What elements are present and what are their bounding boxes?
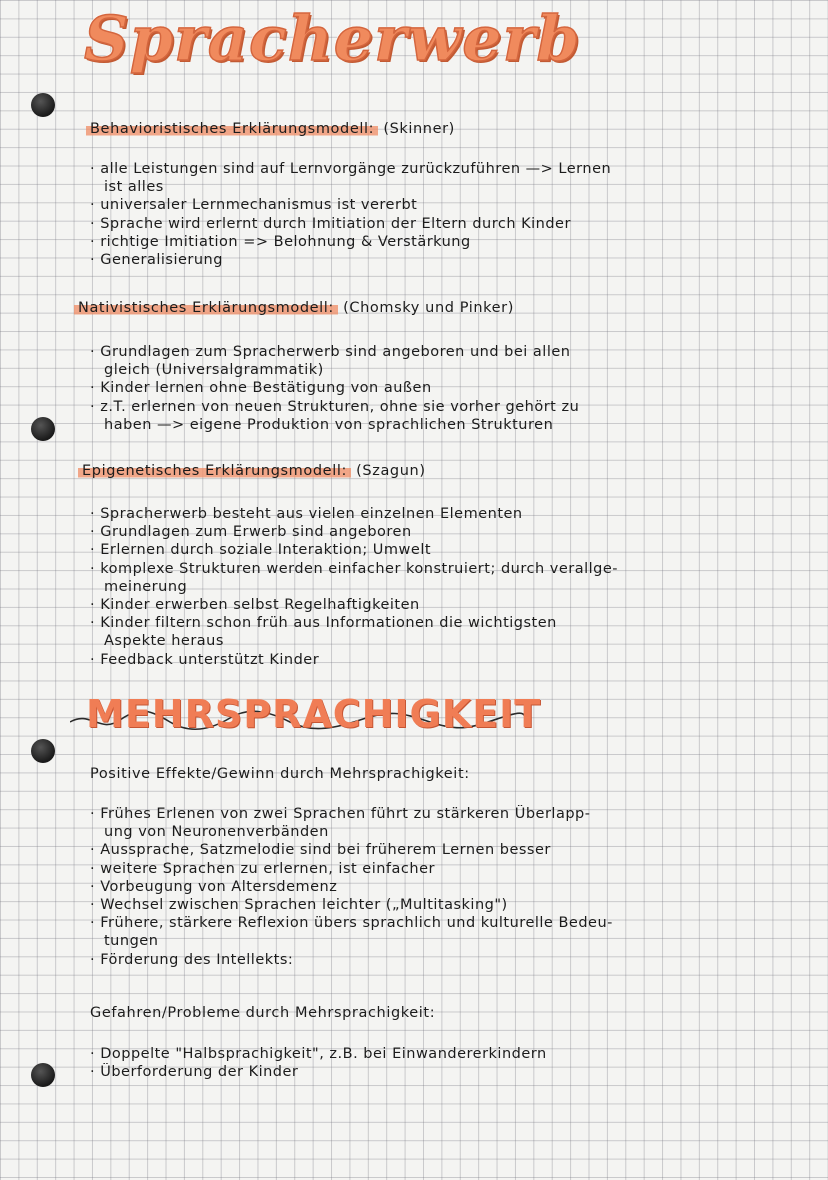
note-line: · Generalisierung: [90, 251, 223, 268]
binder-hole: [31, 1063, 55, 1087]
heading-author: (Chomsky und Pinker): [343, 300, 515, 316]
binder-hole: [31, 739, 55, 763]
positive-effects-list: [90, 805, 815, 969]
note-line: · Kinder filtern schon früh aus Informationen die wichtigsten: [90, 615, 557, 632]
note-line: · Kinder lernen ohne Bestätigung von außen: [90, 380, 432, 397]
note-line: · Wechsel zwischen Sprachen leichter („Multitasking"): [90, 896, 508, 913]
note-line: · Grundlagen zum Spracherwerb sind angeboren und bei allen: [90, 344, 571, 360]
note-line: · Sprache wird erlernt durch Imitiation der Eltern durch Kinder: [90, 215, 571, 232]
note-line: · Feedback unterstützt Kinder: [90, 651, 320, 668]
note-line: · Überforderung der Kinder: [90, 1064, 299, 1081]
heading-highlight: Behavioristisches Erklärungsmodell:: [86, 121, 378, 137]
note-line: Aspekte heraus: [104, 633, 224, 650]
binder-hole: [31, 93, 55, 117]
section-body-epigenetic: [90, 505, 815, 669]
heading-highlight: Epigenetisches Erklärungsmodell:: [78, 463, 351, 479]
note-line: · Doppelte "Halbsprachigkeit", z.B. bei Einwandererkindern: [90, 1046, 547, 1062]
note-line: ist alles: [104, 179, 164, 196]
section-body-nativist: [90, 343, 815, 434]
note-line: gleich (Universalgrammatik): [104, 362, 324, 379]
section-heading-nativist: [74, 300, 514, 316]
note-line: · komplexe Strukturen werden einfacher konstruiert; durch verallge-: [90, 560, 619, 577]
note-line: · alle Leistungen sind auf Lernvorgänge zurückzuführen —> Lernen: [90, 161, 612, 177]
note-line: · universaler Lernmechanismus ist vererbt: [90, 197, 418, 214]
note-line: haben —> eigene Produktion von sprachlichen Strukturen: [104, 416, 554, 433]
note-line: tungen: [104, 933, 159, 950]
note-line: · z.T. erlernen von neuen Strukturen, ohne sie vorher gehört zu: [90, 398, 580, 415]
problems-list: [90, 1045, 815, 1081]
note-line: · Förderung des Intellekts:: [90, 951, 294, 968]
note-line: · Frühere, stärkere Reflexion übers sprachlich und kulturelle Bedeu-: [90, 915, 613, 932]
section-heading-mehrsprachigkeit: MEHRSPRACHIGKEIT: [86, 692, 542, 736]
binder-hole: [31, 417, 55, 441]
heading-highlight: Nativistisches Erklärungsmodell:: [74, 300, 338, 316]
note-line: · Frühes Erlenen von zwei Sprachen führt zu stärkeren Überlapp-: [90, 806, 591, 822]
heading-author: (Szagun): [356, 463, 426, 479]
section-heading-epigenetic: [78, 463, 426, 479]
note-line: · Kinder erwerben selbst Regelhaftigkeiten: [90, 596, 420, 613]
note-line: · Erlernen durch soziale Interaktion; Umwelt: [90, 542, 432, 559]
note-line: · Aussprache, Satzmelodie sind bei früherem Lernen besser: [90, 842, 551, 859]
heading-author: (Skinner): [383, 121, 455, 137]
note-line: · Vorbeugung von Altersdemenz: [90, 878, 338, 895]
note-line: meinerung: [104, 578, 188, 595]
page-title: Spracherwerb: [84, 2, 581, 75]
note-line: · Grundlagen zum Erwerb sind angeboren: [90, 524, 412, 541]
note-line: · Spracherwerb besteht aus vielen einzelnen Elementen: [90, 506, 523, 522]
note-line: ung von Neuronenverbänden: [104, 824, 329, 841]
section-body-behaviorist: [90, 160, 815, 269]
positive-effects-heading: Positive Effekte/Gewinn durch Mehrsprachigkeit:: [90, 766, 470, 782]
note-line: · weitere Sprachen zu erlernen, ist einfacher: [90, 860, 435, 877]
note-line: · richtige Imitiation => Belohnung & Verstärkung: [90, 233, 471, 250]
problems-heading: Gefahren/Probleme durch Mehrsprachigkeit:: [90, 1005, 436, 1021]
section-heading-behaviorist: [86, 121, 455, 137]
